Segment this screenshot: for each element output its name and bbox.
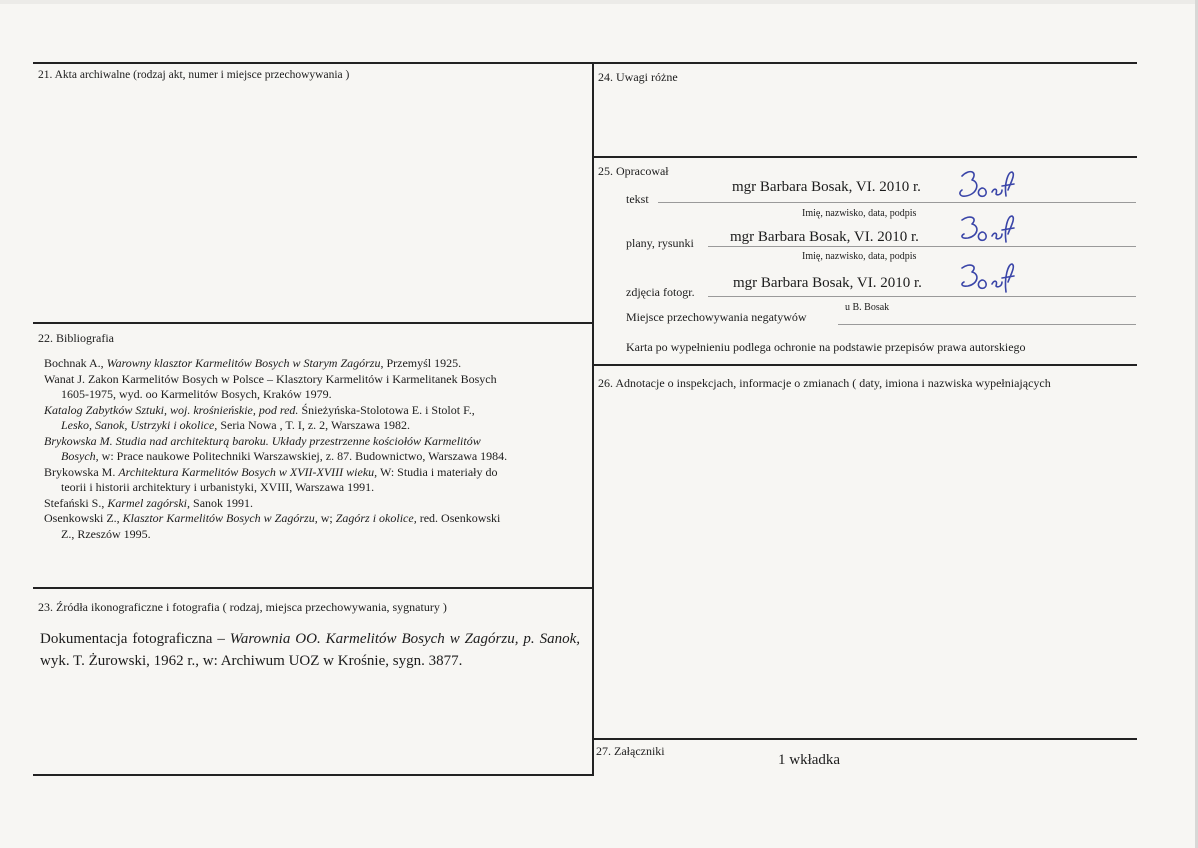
row-plans-line [708, 246, 1136, 247]
rule-21-22 [33, 322, 594, 324]
bibliography-entry-cont: Z., Rzeszów 1995. [61, 526, 151, 541]
section-21-label: 21. Akta archiwalne (rodzaj akt, numer i miejsce przechowywania ) [38, 69, 350, 81]
row-text-line [658, 202, 1136, 203]
section-23-label: 23. Źródła ikonograficzne i fotografia ( rodzaj, miejsca przechowywania, sygnatury ) [38, 600, 447, 614]
section-22-label: 22. Bibliografia [38, 331, 114, 345]
top-rule [33, 62, 1137, 64]
bibliography-entry-cont: Lesko, Sanok, Ustrzyki i okolice, Seria Nowa , T. I, z. 2, Warszawa 1982. [61, 418, 410, 432]
bibliography-entry: Stefański S., Karmel zagórski, Sanok 1991. [44, 495, 254, 510]
row-photos-line [708, 296, 1136, 297]
negatives-line [838, 324, 1136, 325]
rule-24-25 [592, 156, 1137, 158]
section-27-label: 27. Załączniki [596, 744, 665, 758]
bibliography-entry: Brykowska M. Architektura Karmelitów Bosych w XVII-XVIII wieku, W: Studia i materiały do [44, 464, 498, 479]
rule-26-27 [592, 738, 1137, 740]
rule-22-23 [33, 587, 594, 589]
bibliography-entry: Katalog Zabytków Sztuki, woj. krośnieńskie, pod red. Śnieżyńska-Stolotowa E. i Stolot F., [44, 402, 475, 417]
signature-mark [954, 166, 1018, 206]
signature-mark [956, 212, 1018, 250]
bibliography-entry: Bochnak A., Warowny klasztor Karmelitów Bosych w Starym Zagórzu, Przemyśl 1925. [44, 356, 462, 370]
bibliography-list [44, 356, 582, 542]
row-text-caption: Imię, nazwisko, data, podpis [802, 208, 917, 219]
section-25-label: 25. Opracował [598, 164, 669, 178]
card-top-edge [0, 0, 1198, 4]
negatives-value: u B. Bosak [845, 302, 890, 313]
copyright-note: Karta po wypełnieniu podlega ochronie na podstawie przepisów prawa autorskiego [626, 340, 1026, 354]
signature-mark [956, 258, 1018, 298]
bibliography-entry-cont: Bosych, w: Prace naukowe Politechniki Warszawskiej, z. 87. Budownictwo, Warszawa 1984. [61, 449, 508, 463]
row-plans-caption: Imię, nazwisko, data, podpis [802, 251, 917, 262]
row-plans-value: mgr Barbara Bosak, VI. 2010 r. [730, 229, 919, 245]
row-plans-label: plany, rysunki [626, 236, 694, 250]
bibliography-entry: Brykowska M. Studia nad architekturą baroku. Układy przestrzenne kościołów Karmelitów [44, 433, 481, 448]
bibliography-entry-cont: teorii i historii architektury i urbanistyki, XVIII, Warszawa 1991. [61, 480, 375, 494]
left-bottom-rule [33, 774, 594, 776]
iconography-reference: Dokumentacja fotograficzna – Warownia OO. Karmelitów Bosych w Zagórzu, p. Sanok, wyk. T. Żurowski, 1962 r., w: Archiwum UOZ w Krośnie, sygn. 3877. [40, 631, 581, 669]
rule-25-26 [592, 364, 1137, 366]
attachments-value: 1 wkładka [778, 752, 841, 768]
bibliography-entry: Osenkowski Z., Klasztor Karmelitów Bosych w Zagórzu, w; Zagórz i okolice, red. Osenkowski [44, 511, 501, 525]
section-24-label: 24. Uwagi różne [598, 70, 678, 84]
row-text-value: mgr Barbara Bosak, VI. 2010 r. [732, 179, 921, 195]
section-26-label: 26. Adnotacje o inspekcjach, informacje o zmianach ( daty, imiona i nazwiska wypełniających [598, 376, 1051, 390]
bibliography-entry-cont: 1605-1975, wyd. oo Karmelitów Bosych, Kraków 1979. [61, 387, 332, 401]
negatives-label: Miejsce przechowywania negatywów [626, 310, 807, 324]
bibliography-entry: Wanat J. Zakon Karmelitów Bosych w Polsce – Klasztory Karmelitów i Karmelitanek Bosych [44, 371, 497, 386]
center-divider [592, 62, 594, 776]
row-text-label: tekst [626, 192, 649, 206]
row-photos-value: mgr Barbara Bosak, VI. 2010 r. [733, 275, 922, 291]
row-photos-label: zdjęcia fotogr. [626, 285, 695, 299]
